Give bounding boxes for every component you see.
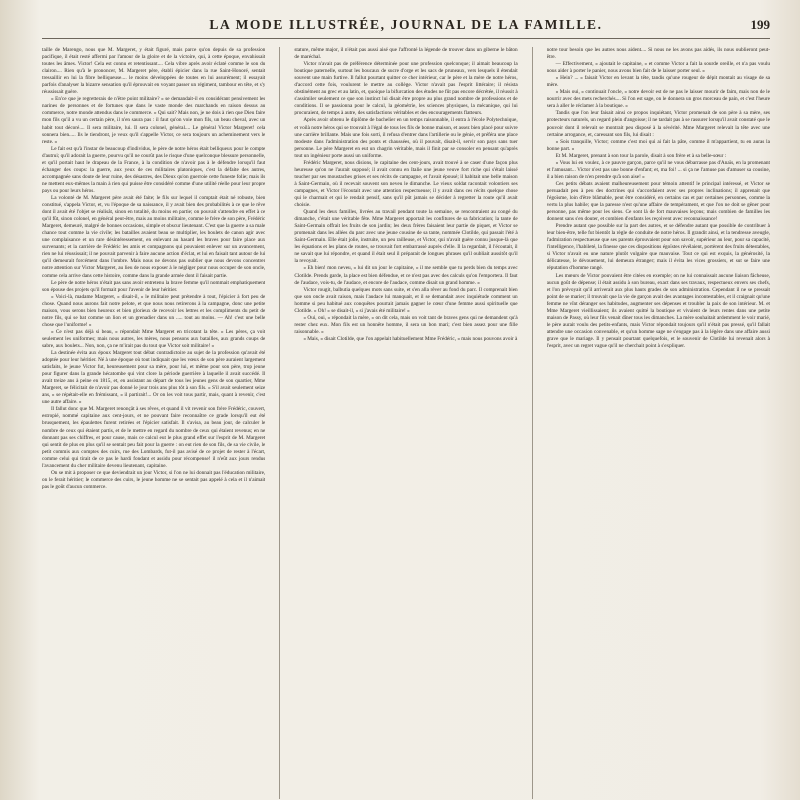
paragraph: La volonté de M. Margeret père avait été faite; le fils sur lequel il comptait était né robuste, bien constitué, s'appela Victor, et, vu l'époque de sa naissance, il y avait bien des probabilités à ce que le rêve dont il avait été l'objet se réalisât, sinon en totalité, du moins en partie; on pouvait s'attendre en effet à ce qu'il fût, sinon colonel, en général peut-être, mais au moins militaire, comme le frère de son père, Frédéric Margeret, demeuré, malgré de bonnes occasions, simple et obscur lieutenant. C'est que la guerre a sa male chance tout comme la vie civile; les batailles avaient beau se multiplier, les boulets de canon agir avec une complaisance et un rare désintéressement, en enlevant au hasard les braves pour faire place aux survenants; et la carrière de Frédéric les amis et compagnons qui pouvaient enlever sur un avancement, rien ne lui réussissait; il ne pouvait parvenir à faire aucune action d'éclat, et lui en faisait tant autour de lui qu'il demeurait forcément dans l'ombre. Mais nous ne devons pas oublier que nous devons concentrer notre attention sur Victor Margeret, au lieu de nous exposer à le négliger pour nous occuper de son oncle, comme cela arrive dans cette histoire, comme dans la grande armée dont il faisait partie. [42, 194, 266, 279]
paragraph: « Mais, » disait Clotilde, que l'on appelait habituellement Mme Frédéric, « mais nous pouvons avoir à [303, 335, 518, 342]
paragraph: Il fallut donc que M. Margeret renonçât à ses rêves, et quand il vit revenir son frère Frédéric, couvert, estropié, nommé capitaine aux cent-jours, et ne pouvant faire reconnaître ce grade lorsqu'il eut été brusquement, les épaulettes furent retirées et l'épicier satisfait. Il s'avisa, au beau jour, de calculer le nombre de ceux qui étaient partis, et de le mettre en regard du nombre de ceux qui étaient revenus; en ne donnant pas ses chiffres, et pour cause, mais ce calcul eut le plus grand effet sur l'esprit de M. Margeret qui sentit de plus en plus qu'il se sentait peu fait pour la guerre : on eut rien de son fils, de sa vie civile, le petit commis aux comptes des cuirs, rue des Lombards, fut-il pas avisé de ce projet de rester à l'écart, comme celui qui tirait de ce pas le hardi fondant et assidu pour récompense! il n'eût aux jours rendus l'avancement du cher militaire devenu lieutenant, capitaine. [42, 406, 266, 469]
page-number: 199 [750, 17, 770, 32]
text-column-middle [294, 47, 517, 799]
page-header [42, 14, 770, 39]
text-column-left [42, 47, 265, 799]
paragraph: stature, même major, il n'était pas aussi aisé que l'affronté la légende de trouver dans un giberne le bâton de maréchal. [294, 47, 518, 61]
paragraph: Quand les deux familles, livrées au travail pendant toute la semaine, se rencontraient au congé du dimanche, c'était une véritable fête. Mme Margeret apportait les confitures de sa fabrication; la tante de Saint-Germain offrait les fruits de son jardin; les deux frères faisaient leur partie de piquet, et Victor se promenait dans les allées du parc avec une jeune cousine de sa tante, nommée Clotilde, qui passait l'été à Saint-Germain. Elle était jolie, instruite, un peu railleuse, et Victor, qui n'avait guère connu jusque-là que les équations et les plans de routes, se trouvait fort embarrassé auprès d'elle. Il la regardait, il l'écoutait, il ne savait que lui répondre, et quand il était seul il préparait de longues phrases qu'il oubliait aussitôt qu'il la revoyait. [294, 209, 518, 265]
paragraph: Le père de notre héros n'était pas sans avoir entretenu la brave femme qu'il nommait emphatiquement son épouse des projets qu'il formait pour l'avenir de leur héritier. [42, 279, 266, 293]
paragraph: Prendre autant que possible sur la part des autres, et se défendre autant que possible de contribuer à leur bien-être, telle fut bientôt la règle de conduite de notre héros. Il grandit ainsi, et la tendresse aveugle, l'admiration respectueuse que ses parents éprouvaient pour son savoir, supérieur au leur, pour sa capacité, l'intelligence, l'habileté, la finesse que ces dispositions égoïstes révélaient, portèrent des fruits détestables, si Victor n'avait eu une nature plutôt vulgaire que mauvaise. Tout ce qui est exquis, la générosité, la délicatesse, le dévouement, lui demeura étranger; mais il évita les vices grossiers, et sut se faire une réputation d'homme rangé. [546, 223, 770, 272]
paragraph: Victor rougit, balbutia quelques mots sans suite, et s'en alla rêver au fond du parc. Il comprenait bien que son oncle avait raison, mais l'audace lui manquait, et il se demandait avec inquiétude comment un homme si peu habitué aux conquêtes pourrait jamais gagner le cœur d'une femme aussi spirituelle que Clotilde. « Oh! » se disait-il, « si j'avais été militaire! » [294, 286, 518, 314]
paragraph: Ces petits débats avaient malheureusement pour témoin attentif le principal intéressé, et Victor se persuadait peu à peu des doctrines qui s'accordaient avec ses propres inclinations; il apprenait que l'égoïsme, loin d'être blâmable, peut être considéré, en certains cas et par certaines personnes, comme la vertu la plus habile; que la paresse n'est qu'une affaire de tempérament, et que l'on ne doit se gêner pour personne, pas même pour les siens. Ce sont là de fort mauvaises leçons; mais combien de familles les donnent sans s'en douter, et combien d'enfants les reçoivent avec reconnaissance! [546, 180, 770, 223]
paragraph: notre tour besoin que les autres nous aident.... Si nous ne les avons pas aidés, ils nous oublieront peut-être. [546, 47, 770, 61]
paragraph: « Mais oui, » continuait l'oncle, « notre devoir est de ne pas le laisser mourir de faim, mais non de le nourrir avec des mets recherchés.... Si l'on est sage, on le donnera un gros morceau de pain, et c'est l'heure sera à aller le réclamer à la boutique. » [546, 89, 770, 110]
column-divider [532, 47, 533, 799]
paragraph: « Eh bien! mon neveu, » lui dit un jour le capitaine, « il me semble que tu perds bien du temps avec Clotilde. Prends garde, la place est bien défendue, et ce n'est pas avec des calculs qu'on l'emportera. Il faut de l'audace, vois-tu, de l'audace, et encore de l'audace, comme disait un grand homme. » [294, 265, 518, 286]
paragraph: « En'ce que je regretterais de n'être point militaire? » se demandait-il en considérant pensivement les narines de personnes et de fortunes que dans le vaste monde des marchands en raison dessus au commerce, notre monde attendus dans le commerce. « Qui sait? Mais non, je ne dois à rien que Dieu faire mon fils qu'il a vu un certain père, il n'en saura pas : il faut qu'on voie mon fils, un beau cheval, avec un habit tout décoré.... Il sera militaire, lui. Il sera colonel, général.... Le général Victor Margeret! cela sonnera bien..... Ils le tiendront, je veux qu'il s'appelle Victor, ce sera toujours un acheminement vers le reste. » [42, 96, 266, 145]
paragraph: taille de Marengo, nous que M. Margeret, y était figuré, mais parce qu'on depuis de sa profession pacifique, il était resté affermi par l'amour de la gloire et de la victoire, qui, à cette époque, envahissait toutes les âmes. Victor! Cela est connu et retentissant.... Cela vibre après avoir éclaté comme le son du clairon.... Rien qu'à le prononcer, M. Margeret père, établi épicier dans la rue Saint-Honoré, sentait tressaillir en lui la fibre belliqueuse.... le moins développées de toutes en lui assurément; il essayait parfois d'analyser la bizarre sensation qu'il éprouvait en voyant passer un régiment, tambour en tête, et s'y réussissait guère. [42, 47, 266, 96]
journal-title: LA MODE ILLUSTRÉE, JOURNAL DE LA FAMILLE. [209, 17, 603, 32]
paragraph: « Hein? ... » faisait Victor en levant la tête, tandis qu'une rougeur de dépit montait au visage de sa mère. [546, 75, 770, 89]
text-column-right [547, 47, 770, 799]
paragraph: Victor n'avait pas de préférence déterminée pour une profession quelconque; il aimait beaucoup la boutique paternelle, surtout les boucaux de sucre d'orge et les sacs de pruneaux, vers lesquels il étendait souvent une main furtive. Il fallut pourtant quitter ce cher intérieur, car le père et la mère de notre héros, d'accord cette fois, voulurent le mettre au collège. Victor n'avait pas l'esprit littéraire; il résista obstinément au grec et au latin, et, quoique la bifurcation des études ne fût pas encore décrétée, il réussit à s'assimiler seulement ce que son instinct lui disait être propre au plus grand nombre de professions et de conditions. Il se passionna pour le calcul, la géométrie, les sciences physiques, la mécanique, qui lui procuraient, de temps à autre, des satisfactions véritables et des encouragements flatteurs. [294, 61, 518, 117]
paragraph: « Voici-là, madame Margeret, » disait-il, « le militaire peut prétendre à tout, l'épicier à fort peu de chose. Quand nous aurons fait notre pelote, et que nous nous retirerons à la campagne, donc une petite maison, vous serons bien heureux et bien glorieux de recevoir les lettres et les compliments du petit de notre fils, qui se bat comme un lion et un grenadier dans un ..... tout au moins. — Ah! c'est une belle chose que l'uniforme! » [42, 293, 266, 328]
text-columns [42, 47, 770, 799]
paragraph: Les mœurs de Victor pouvaient être citées en exemple; on ne lui connaissait aucune liaison fâcheuse, aucun goût de dépense; il était assidu à son bureau, exact dans ses travaux, respectueux envers ses chefs, et l'on prévoyait qu'il arriverait aux plus hauts grades de son administration. Cependant il ne se pressait point de se marier; il trouvait que la vie de garçon avait des avantages incontestables, et il craignait qu'une femme ne vînt déranger ses habitudes, augmenter ses dépenses et troubler la paix de son intérieur. M. et Mme Margeret vieillissaient; ils avaient quitté la boutique et vivaient de leurs rentes dans une petite maison de Passy, où leur fils venait dîner tous les dimanches. La mère souhaitait ardemment le voir marié, le père aurait voulu des petits-enfants, mais Victor répondait toujours qu'il n'était pas pressé, qu'il fallait attendre une occasion convenable, et qu'un homme sage ne s'engage pas à la légère dans une affaire aussi grave que le mariage. Il y pensait pourtant quelquefois, et le souvenir de Clotilde lui revenait alors à l'esprit, avec un regret vague qu'il ne cherchait point à s'expliquer. [546, 272, 770, 349]
paragraph: La destinée évita aux époux Margeret tout débat contradictoire au sujet de la profession qu'avait été adoptée pour leur héritier. Né à une époque où tout indiquait que les vœux de son père auraient largement satisfaits, le jeune Victor fut, heureusement pour sa mère, pour lui, et même pour son père, trop jeune pour figurer dans la grande hécatombe qui vint clore la période guerrière à laquelle il avait succédé. Il avait treize ans à peine en 1815, et, en assistant au départ de tous les jeunes gens de son quartier, Mme Margeret, se félicitait de n'avoir pas donné le jour trois ans plus tôt à son fils. « S'il avait seulement seize ans, » se répétait-elle en frémissant, « il partirait!... Or on les voit tous partir, mais, quant à revenir, c'est une autre affaire. » [42, 350, 266, 406]
paragraph: Le fait est qu'à l'instar de beaucoup d'individus, le père de notre héros était belliqueux pour le compte d'autrui; qu'il adorait la guerre, pourvu qu'il ne courût pas le risque d'une quelconque blessure personnelle, et qu'il portait haut le drapeau de la France, à la condition de n'avoir pas à le défendre lorsqu'il faut échanger des coups: la guerre, aux yeux de ces militaires platoniques, c'est la défaite des autres, accompagnée sans doute de leur ruine, des désastres, des Dieux qu'on guerroie cette funeste folie; mais ils ne mettent eux-mêmes la main à rien qui puisse être considéré comme d'une utilité réelle pour leur propre pays ou pour leurs héros. [42, 145, 266, 194]
paragraph: Après avoir obtenu le diplôme de bachelier en un temps raisonnable, il entra à l'école Polytechnique, et voilà notre héros qui se trouvait à l'égal de tous les fils de bonne maison, et assez bien placé pour suivre une carrière brillante. Mais une fois sorti, il refusa d'entrer dans l'artillerie ou le génie, et préféra une place modeste dans l'administration des ponts et chaussées, où il pouvait, disait-il, servir son pays sans tuer personne. Le père Margeret en eut un chagrin véritable, mais il finit par se consoler en pensant qu'après tout un ingénieur porte aussi un uniforme. [294, 117, 518, 159]
paragraph: Et M. Margeret, prenant à son tour la parole, disait à son frère et à sa belle-sœur : [555, 152, 727, 159]
paragraph: « Vous lui en voulez, à ce pauvre garçon, parce qu'il ne vous débarrasse pas d'Anaïs, en la promenant et l'amusant... Victor n'est pas une bonne d'enfant; et, ma foi! ... si ça ne l'amuse pas d'amuser sa cousine, il a bien raison de n'en prendre qu'à son aise! » [546, 159, 770, 180]
column-divider [279, 47, 280, 799]
paragraph: — Effectivement, » ajoutait le capitaine, « et comme Victor a fait la sourde oreille, et n'a pas voulu nous aider à porter le panier, nous avons bien fait de le laisser porter seul. » [546, 61, 770, 75]
paragraph: « Oui, oui, » répondait la mère, « on dit cela, mais on voit tant de braves gens qui ne demandent qu'à rester chez eux. Mon fils est un honnête homme, il sera un bon mari; c'est bien assez pour une fille raisonnable. » [294, 314, 518, 335]
paragraph: « Sois tranquille, Victor; comme c'est moi qui ai fait la pâte, comme il m'appartient, tu en auras la bonne part. » [546, 138, 770, 152]
paragraph: On se mit à proposer ce que deviendrait un jour Victor, si l'on ne lui donnait pas l'éducation militaire, on le ferait héritier; le commerce des cuirs, le jeune homme ne se sentait pas appelé à cela et il n'aimait pas le goût d'aucun commerce. [42, 469, 266, 490]
paragraph: Tandis que l'on leur faisait ainsi ce propos inquiétant, Victor promenait de son père à sa mère, ses protecteurs naturels, un regard plein d'angoisse; il ne tardait pas à se rassurer lorsqu'il avait constaté que le pouvoir dont il relevait se montrait peu disposé à la sévérité. Mme Margeret relevait la tête avec une certaine arrogance, et, caressant son fils, lui disait : [546, 110, 770, 138]
paragraph: « Ce n'est pas déjà si beau, » répondait Mme Margeret en tricotant la tête. « Les pères, ça voit seulement les uniformes; mais nous autres, les mères, nous pensons aux batailles, aux grands coups de sabre, aux boulets... Non, non, ça ne m'irait pas du tout que Victor soit militaire! » [42, 328, 266, 349]
paragraph: Frédéric Margeret, nous disions, le capitaine des cent-jours, avait trouvé à se caser d'une façon plus heureuse qu'on ne l'aurait supposé; il avait connu en Italie une jeune veuve fort riche qui s'était laissé toucher par ses moustaches grises et ses récits de campagne, et l'avait épousé; il habitait une belle maison à Saint-Germain, où il recevait souvent son neveu le dimanche. Le vieux soldat racontait volontiers ses campagnes, et Victor l'écoutait avec une attention respectueuse; il y avait dans ces récits quelque chose qui le charmait et qui le rendait pensif, sans qu'il pût jamais se décider à regretter la route qu'il avait choisie. [294, 159, 518, 209]
